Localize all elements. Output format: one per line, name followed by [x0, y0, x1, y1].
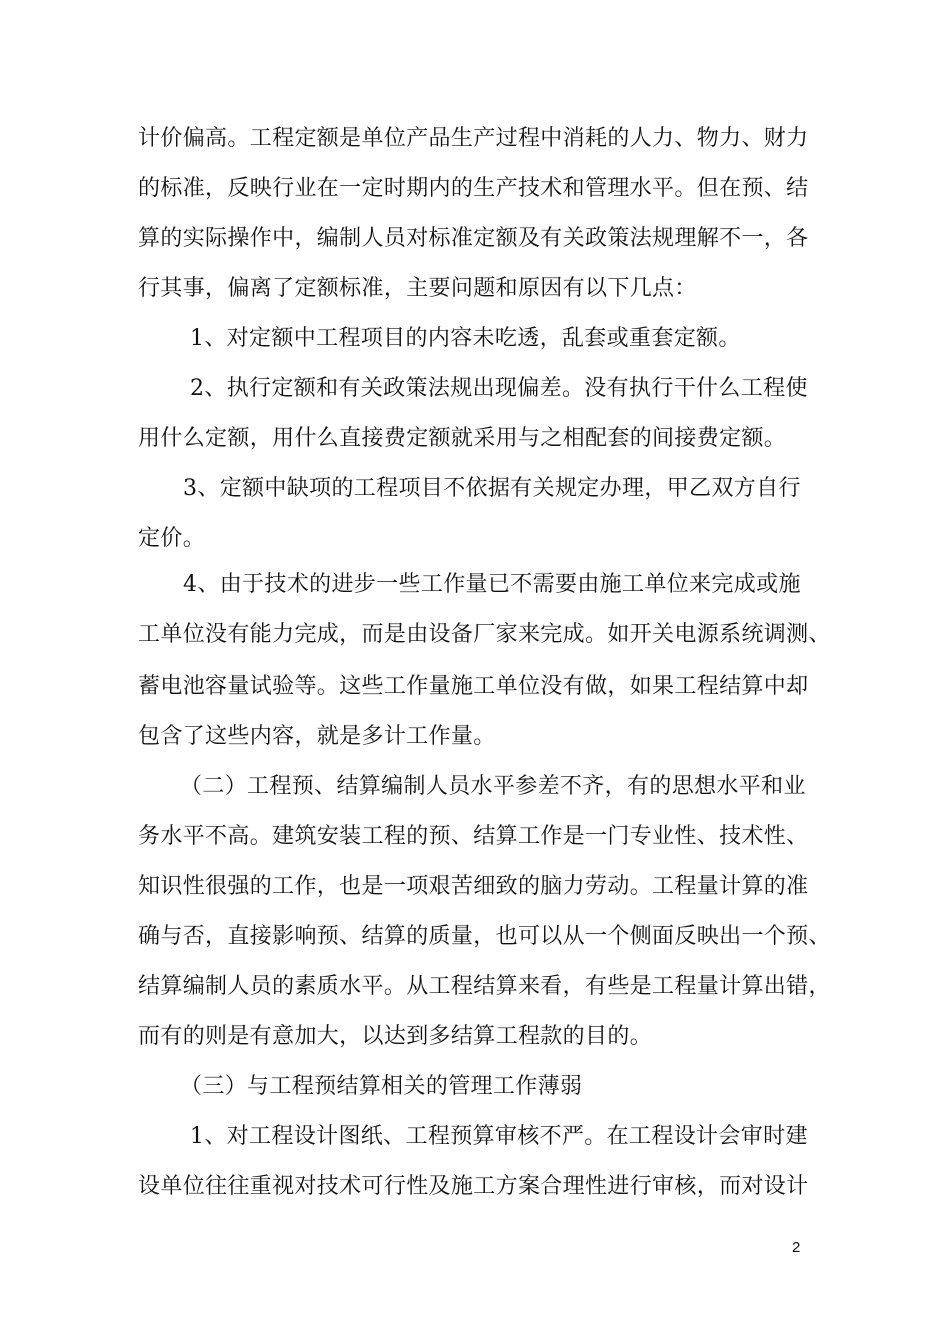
text-line: 务水平不高。建筑安装工程的预、结算工作是一门专业性、技术性、 — [138, 824, 809, 849]
text-line: 蓄电池容量试验等。这些工作量施工单位没有做，如果工程结算中却 — [138, 674, 809, 699]
text-line: 知识性很强的工作，也是一项艰苦细致的脑力劳动。工程量计算的准 — [138, 874, 809, 899]
text-line: 而有的则是有意加大，以达到多结算工程款的目的。 — [138, 1024, 653, 1049]
text-line: 3、定额中缺项的工程项目不依据有关规定办理，甲乙双方自行 — [183, 476, 801, 501]
text-line: 的标准，反映行业在一定时期内的生产技术和管理水平。但在预、结 — [138, 176, 809, 201]
text-line: 包含了这些内容，就是多计工作量。 — [138, 724, 496, 749]
text-line: 设单位往往重视对技术可行性及施工方案合理性进行审核，而对设计 — [138, 1174, 809, 1199]
text-line: 结算编制人员的素质水平。从工程结算来看，有些是工程量计算出错， — [138, 974, 831, 999]
text-line: 定价。 — [138, 526, 206, 551]
text-line: 1、对工程设计图纸、工程预算审核不严。在工程设计会审时建 — [190, 1124, 808, 1149]
text-line: （三）与工程预结算相关的管理工作薄弱 — [180, 1074, 583, 1099]
text-line: 工单位没有能力完成，而是由设备厂家来完成。如开关电源系统调测、 — [138, 622, 831, 647]
text-line: 2、执行定额和有关政策法规出现偏差。没有执行干什么工程使 — [190, 376, 808, 401]
text-line: 计价偏高。工程定额是单位产品生产过程中消耗的人力、物力、财力 — [138, 126, 809, 151]
text-line: 确与否，直接影响预、结算的质量，也可以从一个侧面反映出一个预、 — [138, 924, 831, 949]
text-line: 行其事，偏离了定额标准，主要问题和原因有以下几点： — [138, 276, 697, 301]
text-line: 4、由于技术的进步一些工作量已不需要由施工单位来完成或施 — [183, 572, 801, 597]
page-number: 2 — [792, 1239, 801, 1256]
text-line: 算的实际操作中，编制人员对标准定额及有关政策法规理解不一，各 — [138, 226, 809, 251]
text-line: （二）工程预、结算编制人员水平参差不齐，有的思想水平和业 — [180, 774, 806, 799]
text-line: 用什么定额，用什么直接费定额就采用与之相配套的间接费定额。 — [138, 426, 787, 451]
text-line: 1、对定额中工程项目的内容未吃透，乱套或重套定额。 — [190, 326, 741, 351]
